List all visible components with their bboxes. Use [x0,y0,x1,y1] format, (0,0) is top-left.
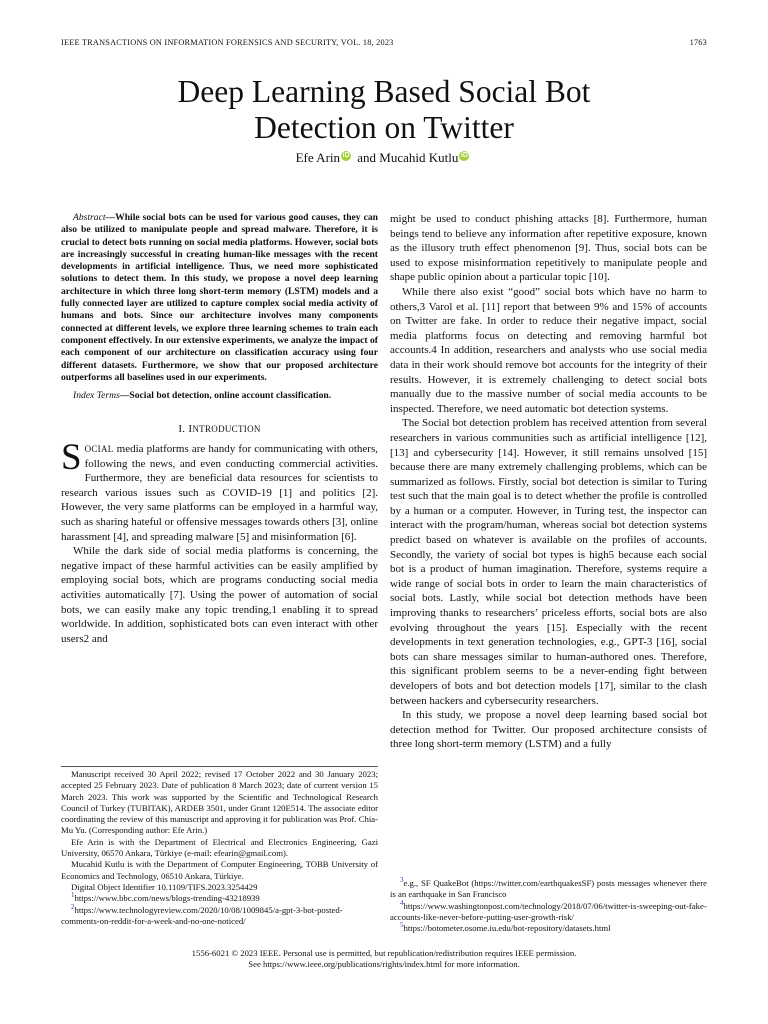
running-header [61,38,707,47]
journal-name: IEEE TRANSACTIONS ON INFORMATION FORENSICS AND SECURITY, VOL. 18, 2023 [61,38,394,47]
footnote-2-number: 2 [71,902,75,911]
footnote-1 [61,893,378,904]
intro-paragraph-5: The Social bot detection problem has received attention from several researchers in various communities such as artificial intelligence [12], [13] and cybersecurity [14]. However, it still remains unsolved [15] because there are many extremely challenging problems, which can be summarized as follows. Firstly, social bot detection is similar to Turing test such that the main goal is to detect whether the profile is controlled by a human or a computer. However, in Turing test, the inspector can interact with the program/human, whereas social bot detection systems predict based on whatever is available on the profiles of accounts. Secondly, the variety of social bot types is high5 because each social bot is a product of human imagination. Therefore, systems require a wide range of social bots in order to learn the main characteristics of social bots. Lastly, while social bot detection methods have been improving thanks to researchers’ priceless efforts, social bots are also evolving throughout the years [15]. Especially with the recent developments in text generation technologies, e.g., GPT-3 [16], social bots can share messages similar to human-authored ones. Therefore, this significant problem seems to be a never-ending fight between developers of bots and bot detection models [17], similar to the clash between hackers and cybersecurity researchers. [390,417,707,707]
orcid-icon[interactable]: iD [460,152,468,159]
section-number: I. [178,423,186,436]
right-footnotes [390,878,707,934]
footnote-2 [61,902,378,928]
left-column [61,212,378,646]
intro-paragraph-3: might be used to conduct phishing attacks [8]. Furthermore, human beings tend to believe any information after repetitive exposure, known as the illusory truth effect phenomenon [9]. Thus, social bots can be used to expose misinformation repetitively to manipulate people and shape public opinion about a particular topic [10]. [390,213,707,284]
title-line-2: Detection on Twitter [254,110,514,145]
footnote-5-number: 5 [400,921,404,930]
doi: Digital Object Identifier 10.1109/TIFS.2023.3254429 [71,881,258,892]
footnote-1-number: 1 [71,891,75,900]
orcid-icon[interactable]: iD [342,152,350,159]
footnote-3 [390,878,707,901]
intro-paragraph-4: While there also exist “good” social bots which have no harm to others,3 Varol et al. [11] report that between 9% and 15% of accounts on Twitter are fake. In order to reduce their negative impact, social media platforms focus on detecting and removing harmful bot accounts.4 In addition, researchers and analysts who use social media data in their work should remove bot accounts for the integrity of their results. However, it is extremely challenging to detect social bots manually due to the massive number of social media accounts to be inspected. Therefore, we need automatic bot detection systems. [390,285,707,415]
footnote-2-link[interactable]: https://www.technologyreview.com/2020/10/08/1009845/a-gpt-3-bot-posted-comments-on-reddit-for-a-week-and-no-one-noticed/ [61,904,343,926]
affiliation-2: Mucahid Kutlu is with the Department of Computer Engineering, TOBB University of Economics and Technology, 06510 Ankara, Türkiye. [61,859,378,881]
author-1: Efe Arin [295,150,341,165]
affiliation-1: Efe Arin is with the Department of Electrical and Electronics Engineering, Gazi University, 06570 Ankara, Türkiye (e-mail: efearin@gmail.com). [61,836,378,859]
intro-paragraph-1 [61,437,378,544]
footnote-4-link[interactable]: https://www.washingtonpost.com/technology/2018/07/06/twitter-is-sweeping-out-fake-accounts-like-never-before-putting-user-growth-risk/ [390,900,707,922]
footnote-4-number: 4 [400,898,404,907]
index-terms: Index Terms—Social bot detection, online account classification. [73,390,332,402]
section-title-first: I [188,423,193,436]
author-list [0,150,768,166]
drop-cap: S [61,437,82,479]
footnote-3-text: e.g., SF QuakeBot (https://twitter.com/earthquakesSF) posts messages whenever there is an earthquake in San Francisco [390,878,707,900]
intro-p1-text: media platforms are handy for communicating with others, following the news, and even conducting commercial activities. Furthermore, they are beneficial data resources for scientists to research various issues such as COVID-19 [1] and politics [2]. However, the very same platforms can be employed in a harmful way, such as sharing hateful or offensive messages towards others [3], online harassment [4], and spreading malware [5] and misinformation [6]. [61,443,378,543]
footnote-1-link[interactable]: https://www.bbc.com/news/blogs-trending-43218939 [74,893,260,904]
abstract-label: Abstract [73,212,106,223]
manuscript-note: Manuscript received 30 April 2022; revised 17 October 2022 and 30 January 2023; accepted 25 February 2023. Date of publication 8 March 2023; date of current version 15 March 2023. This work was supported by the Scientific and Technological Research Council of Turkey (TUBITAK), ARDEB 3501, under Grant 120E514. The associate editor coordinating the review of this manuscript and approving it for publication was Prof. Chia-Mu Yu. (Corresponding author: Efe Arin.) [61,769,378,836]
section-title-rest: NTRODUCTION [192,424,261,435]
footnote-5-link[interactable]: https://botometer.osome.iu.edu/bot-repository/datasets.html [403,923,611,934]
author-conjunction: and [357,150,377,165]
paper-title [0,74,768,146]
index-terms-text: Social bot detection, online account classification. [129,390,332,402]
author-2: Mucahid Kutlu [379,150,459,165]
copyright-notice [0,948,768,970]
intro-paragraph-2: While the dark side of social media platforms is concerning, the negative impact of these harmful activities can be easily amplified by employing social bots, which are programs conducting social media activities automatically [7]. Using the power of automation of social bots, we can easily make any topic trending,1 enabling it to spread worldwide. In addition, sophisticated bots can even interact with other users2 and [61,545,378,645]
page-number: 1763 [689,38,707,47]
intro-paragraph-6: In this study, we propose a novel deep learning based social bot detection method for Twitter. Our proposed architecture consists of three long short-term memory (LSTM) and a fully [390,709,707,751]
title-line-1: Deep Learning Based Social Bot [177,74,591,109]
copyright-line-1: 1556-6021 © 2023 IEEE. Personal use is permitted, but republication/redistribution requires IEEE permission. [191,948,577,958]
section-heading [61,422,378,437]
copyright-line-2: See https://www.ieee.org/publications/rights/index.html for more information. [248,959,520,969]
right-column [390,212,707,752]
abstract: Abstract—While social bots can be used for various good causes, they can also be utilized to manipulate people and spread malware. Therefore, it is crucial to detect bots running on social media platforms. However, social bots are increasingly successful in creating human-like messages with the recent developments in artificial intelligence. Thus, we need more sophisticated solutions to detect them. In this study, we propose a novel deep learning architecture in which three long short-term memory (LSTM) models and a fully connected layer are utilized to capture complex social media activity of humans and bots. Since our architecture involves many components connected at different levels, we explore three learning schemes to train each component effectively. In our extensive experiments, we analyze the impact of each component of our architecture on classification accuracy using four different datasets. Furthermore, we show that our proposed architecture outperforms all baselines used in our experiments. [61,212,378,383]
footnote-4 [390,898,707,924]
index-terms-label: Index Terms [73,390,120,402]
intro-smallcaps: OCIAL [84,444,114,455]
abstract-text: While social bots can be used for various good causes, they can also be utilized to manipulate people and spread malware. Therefore, it is crucial to detect bots running on social media platforms. However, social bots are increasingly successful in creating human-like messages with the recent developments in artificial intelligence. Thus, we need more sophisticated solutions to detect them. In this study, we propose a novel deep learning architecture in which three long short-term memory (LSTM) models and a fully connected layer are utilized to capture complex social media activity of humans and bots. Since our architecture involves many components connected at different levels, we explore three learning schemes to train each component effectively. In our extensive experiments, we analyze the impact of each component of our architecture on classification accuracy using four different datasets. Furthermore, we show that our proposed architecture outperforms all baselines used in our experiments. [61,212,378,383]
footnote-5 [390,923,707,934]
left-footnotes [61,766,378,927]
footnote-3-number: 3 [400,876,404,885]
